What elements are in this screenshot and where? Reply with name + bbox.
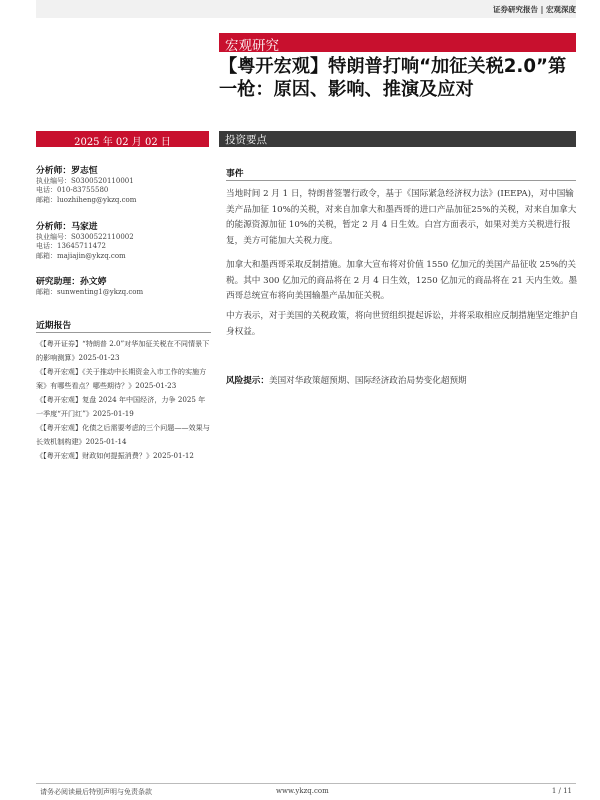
recent-reports-heading: 近期报告: [36, 321, 72, 331]
risk-label: 风险提示：: [226, 376, 269, 386]
recent-report-item[interactable]: 《【粤开宏观】财政如何提振消费？》2025-01-12: [36, 451, 194, 460]
footer-website[interactable]: www.ykzq.com: [276, 787, 329, 795]
event-paragraph: 加拿大和墨西哥采取反制措施。加拿大宣布将对价值 1550 亿加元的美国产品征收 25%的关税。其中 300 亿加元的商品将在 2 月 4 日生效，1250 亿加元的商品将在 21 天内生效。墨西哥总统宣布将向美国输墨产品加征关税。: [226, 260, 578, 301]
analyst-email: 邮箱：luozhiheng@ykzq.com: [36, 195, 137, 204]
category-banner: [219, 33, 576, 52]
assistant-block: [36, 276, 211, 297]
report-date: 2025 年 02 月 02 日: [74, 137, 171, 148]
report-type-label: 证券研究报告 | 宏观深度: [493, 5, 576, 14]
analyst-license: 执业编号：S0300522110002: [36, 233, 134, 241]
summary-banner: [219, 131, 576, 147]
analyst-block: [36, 165, 211, 205]
assistant-name: 研究助理：孙文婷: [36, 277, 107, 287]
analyst-phone: 电话：010-83755580: [36, 186, 109, 195]
divider: [226, 180, 576, 181]
analyst-block: [36, 221, 211, 261]
analyst-license: 执业编号：S0300520110001: [36, 177, 134, 185]
event-paragraph: 当地时间 2 月 1 日，特朗普签署行政令，基于《国际紧急经济权力法》(IEEPA)，对中国输美产品加征 10%的关税，对来自加拿大和墨西哥的进口产品加征25%的关税，对来自加拿大的能源资源加征 10%的关税，暂定 2 月 4 日生效。白宫方面表示，如果对美方关税进行报复，美方可能加大关税力度。: [226, 189, 577, 246]
analyst-phone: 电话：13645711472: [36, 242, 106, 251]
event-paragraph: 中方表示，对于美国的关税政策，将向世贸组织提起诉讼，并将采取相应反制措施坚定维护自身权益。: [226, 311, 579, 337]
event-heading: 事件: [226, 169, 244, 179]
date-banner: [36, 131, 209, 147]
recent-report-item[interactable]: 《【粤开宏观】复盘 2024 年中国经济，力争 2025 年一季度“开门红”》2025-01-19: [36, 395, 206, 418]
recent-report-item[interactable]: 《【粤开宏观】化债之后需要考虑的三个问题——效果与长效机制构建》2025-01-14: [36, 423, 210, 446]
recent-report-item[interactable]: 《【粤开证券】“特朗普 2.0”对华加征关税在不同情景下的影响测算》2025-01-23: [36, 339, 210, 362]
risk-text: 美国对华政策超预期、国际经济政治局势变化超预期: [268, 376, 467, 386]
report-title: 【粤开宏观】特朗普打响“加征关税2.0”第一枪：原因、影响、推演及应对: [219, 56, 567, 100]
recent-report-item[interactable]: 《【粤开宏观】《关于推动中长期资金入市工作的实施方案》有哪些看点？哪些期待？》2025-01-23: [36, 367, 207, 390]
category-label: 宏观研究: [225, 38, 279, 54]
divider: [36, 332, 211, 333]
risk-warning: [226, 374, 580, 389]
page-number: 1 / 11: [551, 787, 572, 795]
footer-disclaimer: 请务必阅读最后特别声明与免责条款: [40, 788, 152, 796]
summary-label: 投资要点: [225, 134, 267, 146]
assistant-email: 邮箱：sunwenting1@ykzq.com: [36, 288, 144, 296]
analyst-email: 邮箱：majiajin@ykzq.com: [36, 251, 126, 260]
footer-divider: [36, 783, 576, 784]
analyst-name: 分析师：马家进: [36, 222, 98, 232]
recent-reports-list: [36, 337, 212, 463]
analyst-name: 分析师：罗志恒: [36, 166, 98, 176]
